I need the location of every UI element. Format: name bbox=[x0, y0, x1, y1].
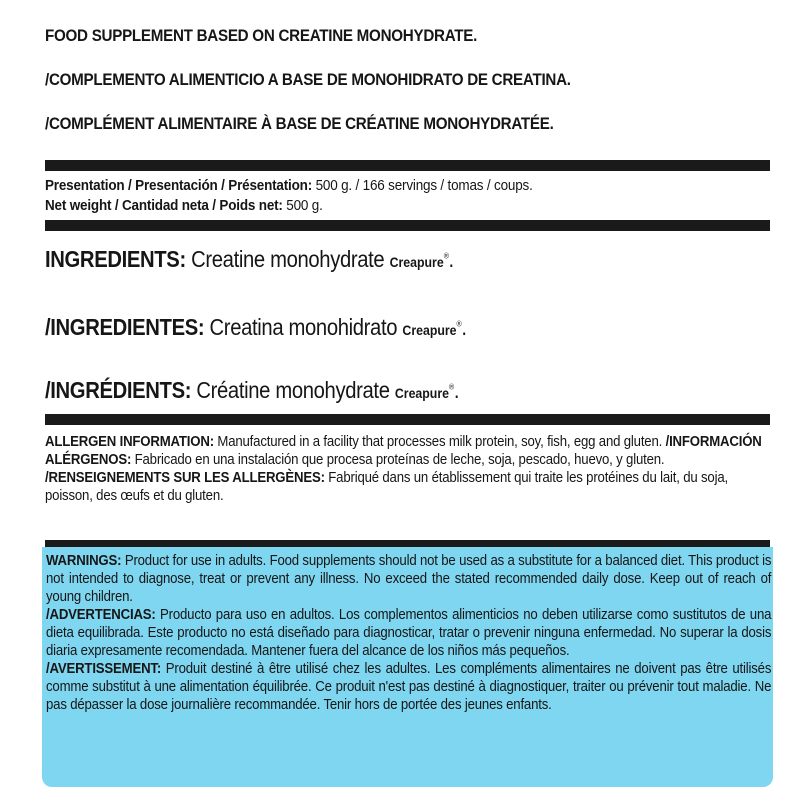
ingredients-text: Creatine monohydrate bbox=[185, 246, 390, 272]
brand-name: Creapure bbox=[402, 322, 457, 338]
warnings-label-spanish: /ADVERTENCIAS: bbox=[46, 607, 156, 623]
allergen-label-english: ALLERGEN INFORMATION: bbox=[45, 434, 214, 450]
warnings-label-english: WARNINGS: bbox=[46, 553, 122, 569]
registered-mark: ® bbox=[443, 251, 449, 261]
allergen-text-spanish: Fabricado en una instalación que procesa proteínas de leche, soja, pescado, huevo, y gluten. bbox=[131, 452, 665, 468]
ingredients-text: Créatine monohydrate bbox=[191, 377, 395, 403]
net-weight-label: Net weight / Cantidad neta / Poids net: bbox=[45, 198, 283, 214]
warnings-text-english: Product for use in adults. Food supplements should not be used as a substitute for a balanced diet. This product is not intended to diagnose, treat or prevent any illness. No exceed the stated recommended daily dose. Keep out of reach of young children. bbox=[46, 553, 772, 605]
ingredients-end: . bbox=[453, 377, 460, 403]
ingredients-spanish bbox=[45, 314, 467, 341]
registered-mark: ® bbox=[448, 382, 454, 392]
ingredients-text: Creatina monohidrato bbox=[204, 314, 403, 340]
warnings-text-spanish: Producto para uso en adultos. Los complementos alimenticios no deben utilizarse como sustitutos de una dieta equilibrada. Este producto no está diseñado para diagnosticar, tratar o prevenir ninguna enfermedad. No superar la dosis diaria expresamente recomendada. Mantener fuera del alcance de los niños más pequeños. bbox=[46, 607, 772, 659]
ingredients-label: /INGRÉDIENTS: bbox=[45, 377, 192, 403]
ingredients-label: /INGREDIENTES: bbox=[45, 314, 205, 340]
ingredients-label: INGREDIENTS: bbox=[45, 246, 186, 272]
net-weight-value: 500 g. bbox=[282, 198, 323, 214]
ingredients-french bbox=[45, 377, 459, 404]
divider-rule bbox=[45, 220, 770, 231]
ingredients-english bbox=[45, 246, 454, 273]
title-english: FOOD SUPPLEMENT BASED ON CREATINE MONOHYDRATE. bbox=[45, 27, 478, 45]
title-french: /COMPLÉMENT ALIMENTAIRE À BASE DE CRÉATINE MONOHYDRATÉE. bbox=[45, 115, 554, 133]
allergen-label-french: /RENSEIGNEMENTS SUR LES ALLERGÈNES: bbox=[45, 470, 325, 486]
ingredients-end: . bbox=[461, 314, 467, 340]
allergen-information bbox=[45, 433, 768, 505]
warnings-label-french: /AVERTISSEMENT: bbox=[46, 661, 162, 677]
warnings-text bbox=[46, 552, 771, 714]
title-spanish: /COMPLEMENTO ALIMENTICIO A BASE DE MONOHIDRATO DE CREATINA. bbox=[45, 71, 571, 89]
ingredients-end: . bbox=[448, 246, 454, 272]
divider-rule bbox=[45, 540, 770, 547]
brand-name: Creapure bbox=[389, 254, 444, 270]
presentation-line bbox=[45, 178, 533, 194]
allergen-label-spanish: /INFORMACIÓN ALÉRGENOS: bbox=[45, 434, 762, 468]
warnings-text-french: Produit destiné à être utilisé chez les adultes. Les compléments alimentaires ne doivent pas être utilisés comme substitut à une alimentation équilibrée. Ce produit n'est pas destiné à diagnostiquer, traiter ou prévenir tout maladie. Ne pas dépasser la dose journalière recommandée. Tenir hors de portée des jeunes enfants. bbox=[46, 661, 772, 713]
divider-rule bbox=[45, 160, 770, 171]
presentation-value: 500 g. / 166 servings / tomas / coups. bbox=[312, 178, 533, 194]
allergen-text-french: Fabriqué dans un établissement qui traite les protéines du lait, du soja, poisson, des œufs et du gluten. bbox=[45, 470, 728, 504]
registered-mark: ® bbox=[456, 319, 462, 329]
divider-rule bbox=[45, 414, 770, 425]
brand-name: Creapure bbox=[394, 385, 449, 401]
net-weight-line bbox=[45, 198, 323, 214]
allergen-text-english: Manufactured in a facility that processes milk protein, soy, fish, egg and gluten. bbox=[213, 434, 666, 450]
presentation-label: Presentation / Presentación / Présentation: bbox=[45, 178, 313, 194]
